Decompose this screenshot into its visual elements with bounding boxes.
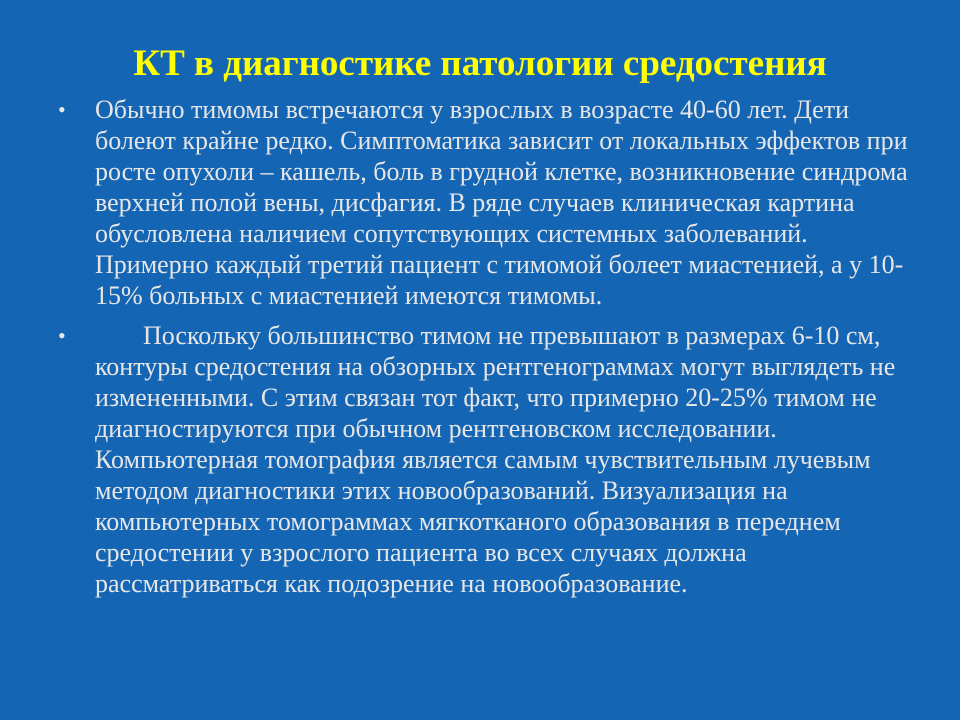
bullet-icon: •	[58, 323, 66, 348]
bullet-list	[58, 94, 918, 599]
bullet-text: Поскольку большинство тимом не превышают в размерах 6-10 см, контуры средостения на обзорных рентгенограммах могут выглядеть не измененными. С этим связан тот факт, что примерно 20-25% тимом не диагностируются при обычном рентгеновском исследовании. Компьютерная томография является самым чувствительным лучевым методом диагностики этих новообразований. Визуализация на компьютерных томограммах мягкотканого образования в переднем средостении у взрослого пациента во всех случаях должна рассматриваться как подозрение на новообразование.	[95, 321, 896, 598]
bullet-icon: •	[58, 97, 66, 122]
bullet-text: Обычно тимомы встречаются у взрослых в возрасте 40-60 лет. Дети болеют крайне редко. Симптоматика зависит от локальных эффектов при росте опухоли – кашель, боль в грудной клетке, возникновение синдрома верхней полой вены, дисфагия. В ряде случаев клиническая картина обусловлена наличием сопутствующих системных заболеваний. Примерно каждый третий пациент с тимомой болеет миастенией, а у 10-15% больных с миастенией имеются тимомы.	[95, 95, 908, 310]
bullet-item-ct-diagnostics	[58, 320, 918, 599]
bullet-item-thymoma-symptoms	[58, 94, 918, 311]
slide-title: КТ в диагностике патологии средостения	[133, 43, 827, 84]
